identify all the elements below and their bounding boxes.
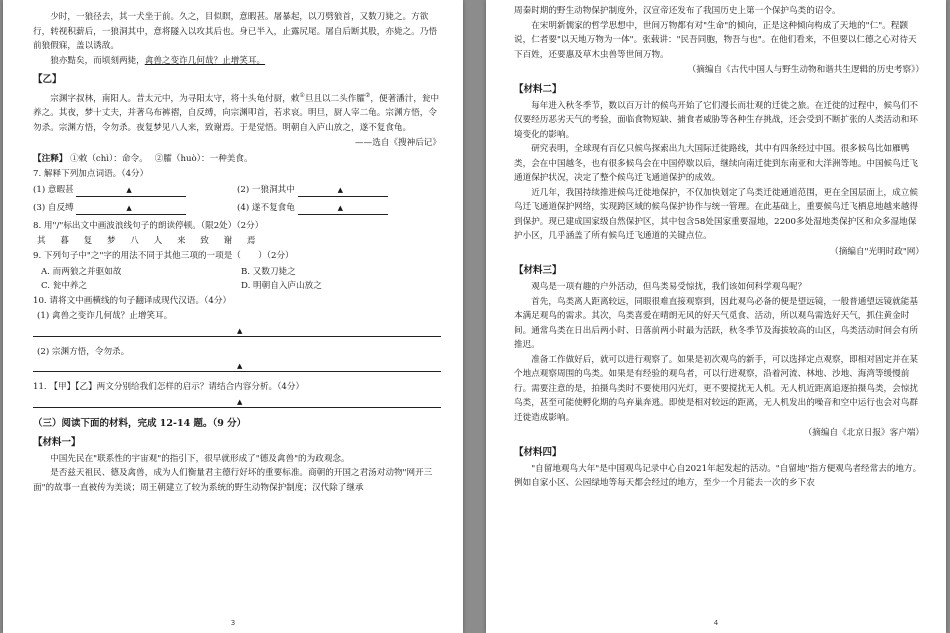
material-2-heading: 【材料二】 [514, 83, 562, 95]
material-2-p3: 近几年，我国持续推进候鸟迁徙地保护，不仅加快划定了鸟类迁徙通道范围，更在全国层面上，成立候鸟迁飞通道保护网络，实现跨区域的候鸟保护协作与统一管理。在此基础上，重要候鸟迁飞栖息地越来越得到保护。现已建成国家级自然保护区，其中包含58处国家重要湿地，2200多处湿地类保护区和众多湿地保护小区，几乎涵盖了所有候鸟迁飞通道的关键点位。 [514, 187, 918, 241]
material-1-p1: 中国先民在"联系性的宇宙观"的指引下，很早就形成了"德及禽兽"的为政观念。 [50, 453, 350, 464]
question-10-item-2: (2) 宗渊方悟，令勿杀。 [37, 346, 130, 357]
question-7: 7. 解释下列加点词语。（4分） [33, 169, 149, 180]
material-2-p2: 研究表明，全球现有百亿只候鸟探索出九大国际迁徙路线，其中有四条经过中国。很多候鸟比如雁鸭类，会在中国越冬，也有很多候鸟会在中国停歇以后，继续向南迁徙到东南亚和大洋洲等地。中国候鸟迁飞通道保护状况，决定了整个候鸟迁飞通道保护的成效。 [514, 144, 918, 183]
page-number: 4 [713, 619, 719, 627]
underlined-sentence-1: 禽兽之变诈几何哉？止增笑耳。 [144, 55, 266, 66]
page-left [3, 0, 463, 633]
material-2-source: （摘编自"光明时政"网） [830, 246, 924, 257]
answer-line[interactable]: ▲ [33, 397, 441, 408]
material-1-source: （摘编自《古代中国人与野生动物和谐共生逻辑的历史考察》） [687, 65, 924, 75]
passage-yi-text: 宗渊字叔林，南阳人。昔太元中，为寻阳太守，将十头龟付厨，敕①旦且以二头作臛②，便著潘汁，瓮中养之。其夜，梦十丈夫，并著乌布裤褶，自反缚，向宗渊叩首，若求哀。明旦，厨人宰二龟。宗渊方悟，令勿杀。宗渊方悟，令勿杀。夜复梦见八人来，致谢焉。于是觉悟。明朝自入庐山放之，遂不复食龟。 [33, 92, 440, 133]
material-3-p3: 准备工作做好后，就可以进行观察了。如果是初次观鸟的新手，可以选择定点观察，即相对固定并在某个地点观察周围的鸟类。如果是有经验的观鸟者，可以行进观察，沿着河流、林地、沙地、海湾等缓慢前行。需要注意的是，拍摄鸟类时不要使用闪光灯，更不要搅扰无人机。无人机近距离追逐拍摄鸟类，会惊扰鸟类，甚至可能使孵化期的鸟弃巢奔逃。即使是相对较远的距离，无人机发出的噪音和空中运行也会对鸟群迁徙造成影响。 [514, 354, 918, 423]
question-10: 10. 请将文中画横线的句子翻译成现代汉语。（4分） [33, 295, 232, 306]
question-8-sentence: 其 暮 复 梦 八 人 来 致 谢 焉 [37, 236, 262, 247]
material-1-p4: 在宋明新儒家的哲学思想中，世间万物都有对"生命"的倾向，正是这种倾向构成了天地的"仁"。程颢说，仁者要"以天地万物为一体"。张载讲："民吾同胞，物吾与也"。在他们看来，不但要以仁德之心对待天下百姓，还要惠及草木虫兽等世间万物。 [514, 20, 917, 60]
answer-blank[interactable]: ▲ [76, 187, 186, 197]
material-1-p2: 是否兹天祖民、德及禽兽，成为人们衡量君主德行好坏的重要标准。商朝的开国之君汤对动物"网开三面"的故事一直被传为美谈；周王朝建立了较为系统的野生动物保护制度；汉代除了继承 [33, 468, 433, 493]
passage-yi-heading: 【乙】 [33, 74, 62, 85]
answer-blank[interactable]: ▲ [298, 205, 388, 215]
annotation-row: 【注释】 ①敕（chì）：命令。 ②臛（huò）：一种美食。 [33, 153, 253, 164]
material-3-p2: 首先，鸟类离人距离较远，同眼很难直接观察到，因此观鸟必备的便是望远镜，一般普通望远镜就能基本满足观鸟的需求。其次，鸟类喜爱在晴朗无风的好天气觅食、活动，所以观鸟需选好天气，抓住黄金时间。通常鸟类在日出后两小时、日落前两小时最为活跃，秋冬季节及海拔较高的山区，鸟类活动时间会有所推迟。 [514, 296, 918, 350]
question-8: 8. 用"/"标出文中画波浪线句子的朗读停顿。（限2处）（2分） [33, 220, 264, 231]
material-4-heading: 【材料四】 [514, 446, 562, 458]
question-7-row-2: (3) 自反缚 ▲ (4) 遂不复食龟 ▲ [33, 201, 441, 215]
material-1-heading: 【材料一】 [33, 436, 81, 448]
material-3-heading: 【材料三】 [514, 265, 562, 276]
passage-source: ——选自《搜神后记》 [355, 138, 441, 149]
question-7-row-1: (1) 意暇甚 ▲ (2) 一狼洞其中 ▲ [33, 183, 441, 197]
material-4-p1: "自留地观鸟大年"是中国观鸟记录中心自2021年起发起的活动。"自留地"指方便观鸟者经常去的地方。例如自家小区、公园绿地等每天都会经过的地方，至少一个月能去一次的乡下农 [514, 463, 922, 488]
passage-jia-p1: 少时，一狼径去，其一犬坐于前。久之，目似瞑，意暇甚。屠暴起，以刀劈狼首，又数刀毙之。方欲行，转视积薪后，一狼洞其中，意将隧入以攻其后也。身已半入，止露尻尾。屠自后断其股，亦毙之。乃悟前狼假寐，盖以诱敌。 [33, 12, 437, 51]
answer-line[interactable]: ▲ [33, 361, 441, 372]
material-1-p3: 周秦时期的野生动物保护制度外，汉宣帝还发布了我国历史上第一个保护鸟类的诏令。 [514, 6, 841, 16]
material-2-p1: 每年进入秋冬季节，数以百万计的候鸟开始了它们漫长而壮观的迁徙之旅。在迁徙的过程中，候鸟们不仅要经历恶劣天气的考验，面临食物短缺、捕食者威胁等各种生存挑战，还会受到不断扩张的人类活动和环境变化的影响。 [514, 100, 918, 140]
answer-line[interactable]: ▲ [33, 326, 441, 337]
material-3-source: （摘编自《北京日报》客户端） [803, 428, 924, 438]
option-c[interactable]: C. 瓮中养之 [41, 280, 88, 291]
question-10-item-1: (1) 禽兽之变诈几何哉？止增笑耳。 [37, 311, 173, 322]
question-11: 11. 【甲】【乙】两文分别给我们怎样的启示？请结合内容分析。（4分） [33, 382, 305, 393]
option-b[interactable]: B. 又数刀毙之 [241, 266, 296, 277]
answer-blank[interactable]: ▲ [298, 187, 388, 197]
material-3-p1: 观鸟是一项有趣的户外活动，但鸟类易受惊扰，我们该如何科学观鸟呢？ [531, 282, 807, 292]
passage-jia-p2: 狼亦黠矣，而顷刻两毙，禽兽之变诈几何哉？止增笑耳。 [50, 55, 266, 66]
question-9-options-cd [33, 279, 441, 293]
page-number: 3 [230, 619, 236, 627]
option-a[interactable]: A. 而两狼之并驱如故 [41, 266, 122, 277]
option-d[interactable]: D. 明朝自入庐山放之 [241, 280, 322, 291]
section-3-heading: （三）阅读下面的材料，完成 12-14 题。（9 分） [33, 417, 247, 429]
question-9-options-ab [33, 265, 441, 279]
page-right [486, 0, 946, 633]
answer-blank[interactable]: ▲ [76, 205, 186, 215]
question-9: 9. 下列句子中"之"字的用法不同于其他三项的一项是（ ）（2分） [33, 251, 294, 262]
